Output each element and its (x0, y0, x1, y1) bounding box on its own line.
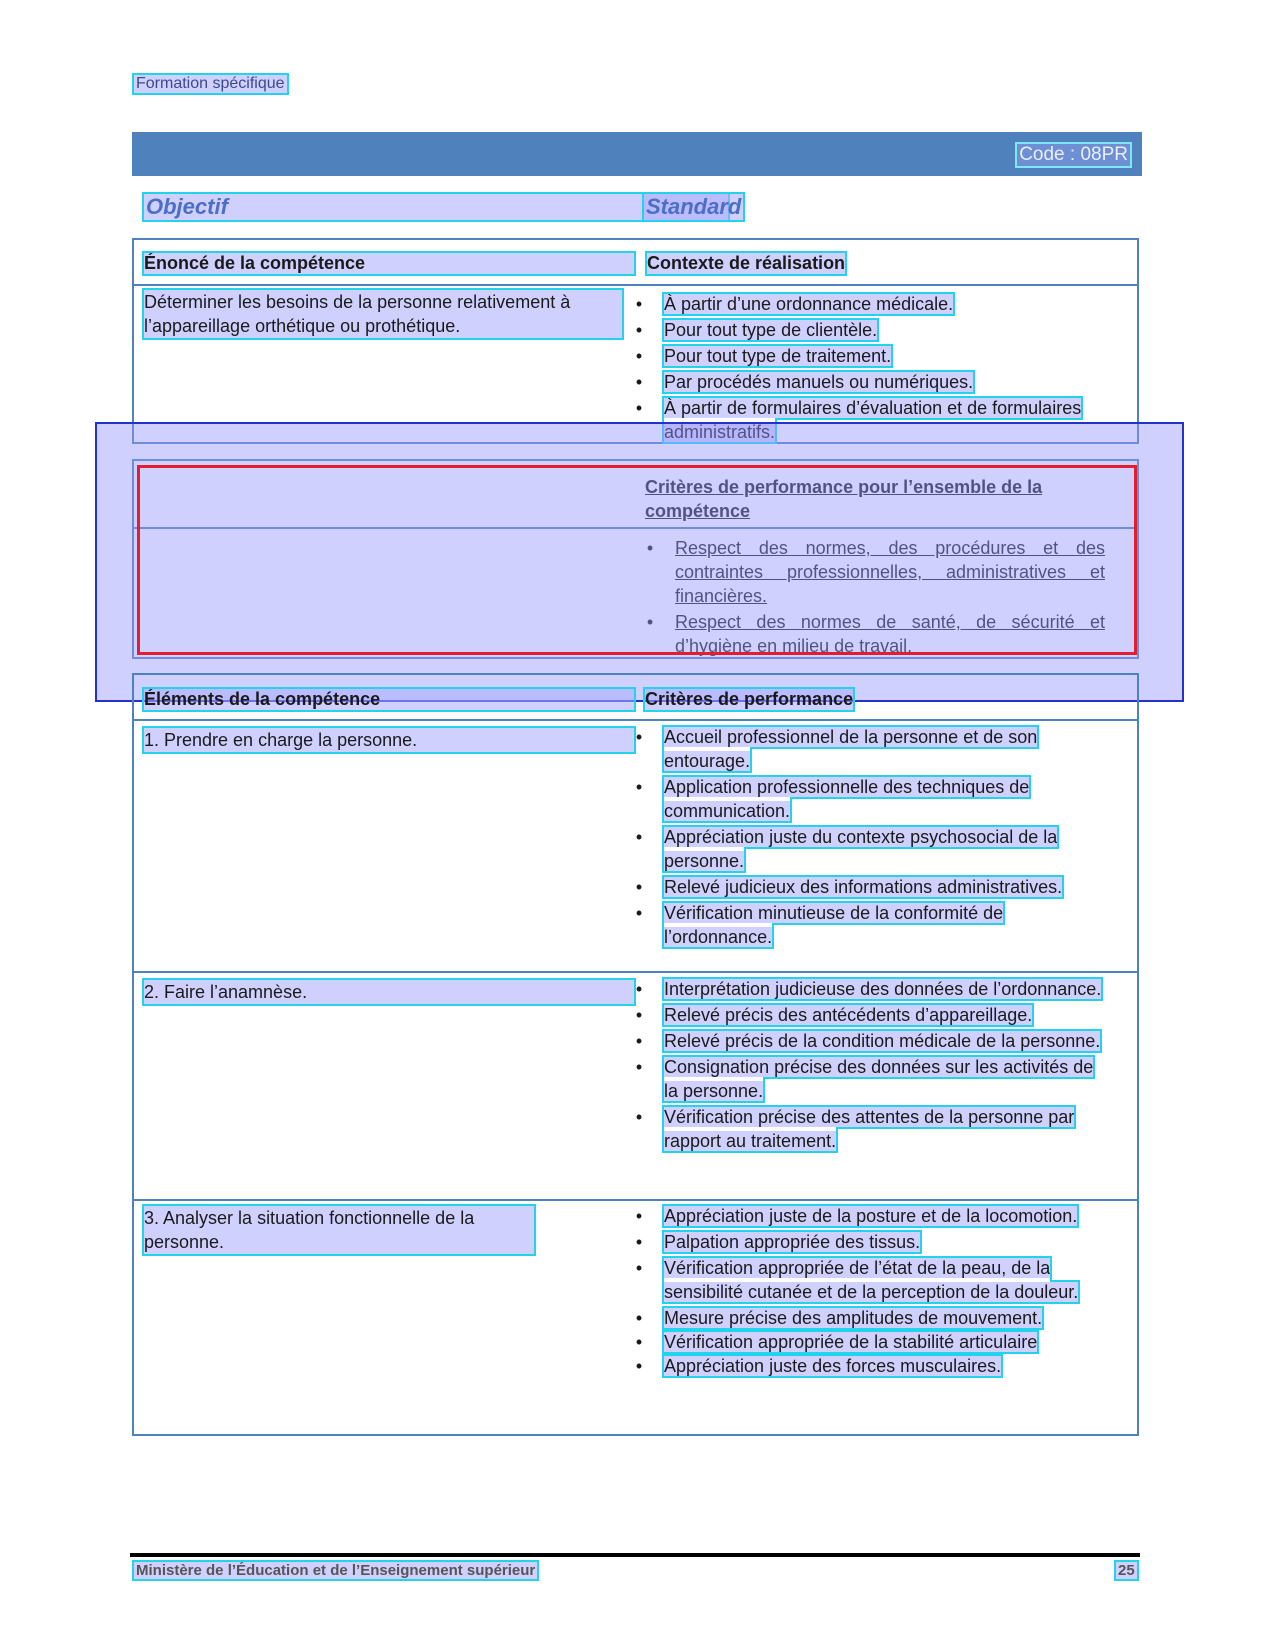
list-item: • Respect des normes de santé, de sécurité et d’hygiène en milieu de travail. (646, 612, 1105, 656)
element-1-criteria (634, 725, 1104, 949)
bullet-icon: • (635, 294, 643, 314)
competence-statement: Déterminer les besoins de la personne relativement à l’appareillage orthétique ou prothétique. (144, 290, 622, 338)
list-item: • Relevé précis de la condition médicale de la personne. (635, 1031, 1101, 1051)
list-item: • Vérification minutieuse de la conformité de l’ordonnance. (635, 903, 1004, 947)
statement-header: Énoncé de la compétence (144, 253, 634, 274)
row-divider (134, 1199, 1137, 1201)
list-item: • Respect des normes, des procédures et des contraintes professionnelles, administratives et financières. (646, 538, 1105, 606)
bullet-icon: • (635, 1206, 643, 1226)
bullet-icon: • (635, 346, 643, 366)
running-header: Formation spécifique (136, 75, 285, 92)
page-number: 25 (1118, 1562, 1135, 1579)
row-divider (134, 971, 1137, 973)
bullet-icon: • (635, 979, 643, 999)
list-item: • Appréciation juste du contexte psychosocial de la personne. (635, 827, 1058, 871)
row-divider (134, 284, 1137, 286)
code-banner (132, 132, 1142, 176)
list-item: • Consignation précise des données sur les activités de la personne. (635, 1057, 1094, 1101)
list-item: • Accueil professionnel de la personne et de son entourage. (635, 727, 1038, 771)
list-item: • Pour tout type de traitement. (635, 346, 892, 366)
bullet-icon: • (635, 1005, 643, 1025)
elements-table (132, 673, 1139, 1436)
competency-code: Code : 08PR (1019, 144, 1128, 165)
bullet-icon: • (635, 877, 643, 897)
list-item: • Vérification appropriée de la stabilité articulaire (635, 1332, 1038, 1352)
element-3-label: 3. Analyser la situation fonctionnelle de la personne. (144, 1206, 534, 1254)
list-item: • Interprétation judicieuse des données de l’ordonnance. (635, 979, 1102, 999)
element-3-criteria (634, 1204, 1104, 1378)
footer-ministry: Ministère de l’Éducation et de l’Enseignement supérieur (136, 1562, 536, 1579)
element-1-label: 1. Prendre en charge la personne. (144, 728, 634, 752)
bullet-icon: • (635, 1332, 643, 1352)
bullet-icon: • (635, 1356, 643, 1376)
bullet-icon: • (635, 1232, 643, 1252)
bullet-icon: • (635, 727, 643, 747)
list-item: • Relevé judicieux des informations administratives. (635, 877, 1063, 897)
list-item: • À partir d’une ordonnance médicale. (635, 294, 954, 314)
bullet-icon: • (635, 372, 643, 392)
criteria-header: Critères de performance (645, 689, 854, 709)
bullet-icon: • (635, 903, 643, 923)
bullet-icon: • (635, 320, 643, 340)
bullet-icon: • (635, 1031, 643, 1051)
list-item: • Pour tout type de clientèle. (635, 320, 878, 340)
footer-rule (130, 1553, 1140, 1557)
bullet-icon: • (646, 612, 654, 632)
bullet-icon: • (635, 1107, 643, 1127)
bullet-icon: • (635, 1057, 643, 1077)
bullet-icon: • (635, 827, 643, 847)
standard-heading: Standard (646, 194, 742, 219)
bullet-icon: • (635, 398, 643, 418)
element-2-criteria (634, 977, 1104, 1153)
list-item: • Application professionnelle des techniques de communication. (635, 777, 1030, 821)
list-item: • À partir de formulaires d’évaluation et de formulaires administratifs. (635, 398, 1082, 442)
selection-highlight-border (137, 465, 1137, 655)
list-item: • Par procédés manuels ou numériques. (635, 372, 974, 392)
list-item: • Mesure précise des amplitudes de mouvement. (635, 1308, 1043, 1328)
bullet-icon: • (646, 538, 654, 558)
list-item: • Appréciation juste des forces musculaires. (635, 1356, 1002, 1376)
list-item: • Vérification précise des attentes de la personne par rapport au traitement. (635, 1107, 1075, 1151)
row-divider (134, 719, 1137, 721)
bullet-icon: • (635, 777, 643, 797)
element-2-label: 2. Faire l’anamnèse. (144, 980, 634, 1004)
list-item: • Palpation appropriée des tissus. (635, 1232, 921, 1252)
global-performance-header: Critères de performance pour l’ensemble de la compétence (645, 477, 1043, 521)
bullet-icon: • (635, 1258, 643, 1278)
list-item: • Appréciation juste de la posture et de la locomotion. (635, 1206, 1078, 1226)
bullet-icon: • (635, 1308, 643, 1328)
context-header: Contexte de réalisation (647, 253, 846, 273)
list-item: • Vérification appropriée de l’état de la peau, de la sensibilité cutanée et de la perception de la douleur. (635, 1258, 1079, 1302)
list-item: • Relevé précis des antécédents d’appareillage. (635, 1005, 1033, 1025)
elements-header: Éléments de la compétence (144, 689, 634, 710)
objectif-heading: Objectif (144, 194, 728, 220)
statement-table (132, 238, 1139, 444)
